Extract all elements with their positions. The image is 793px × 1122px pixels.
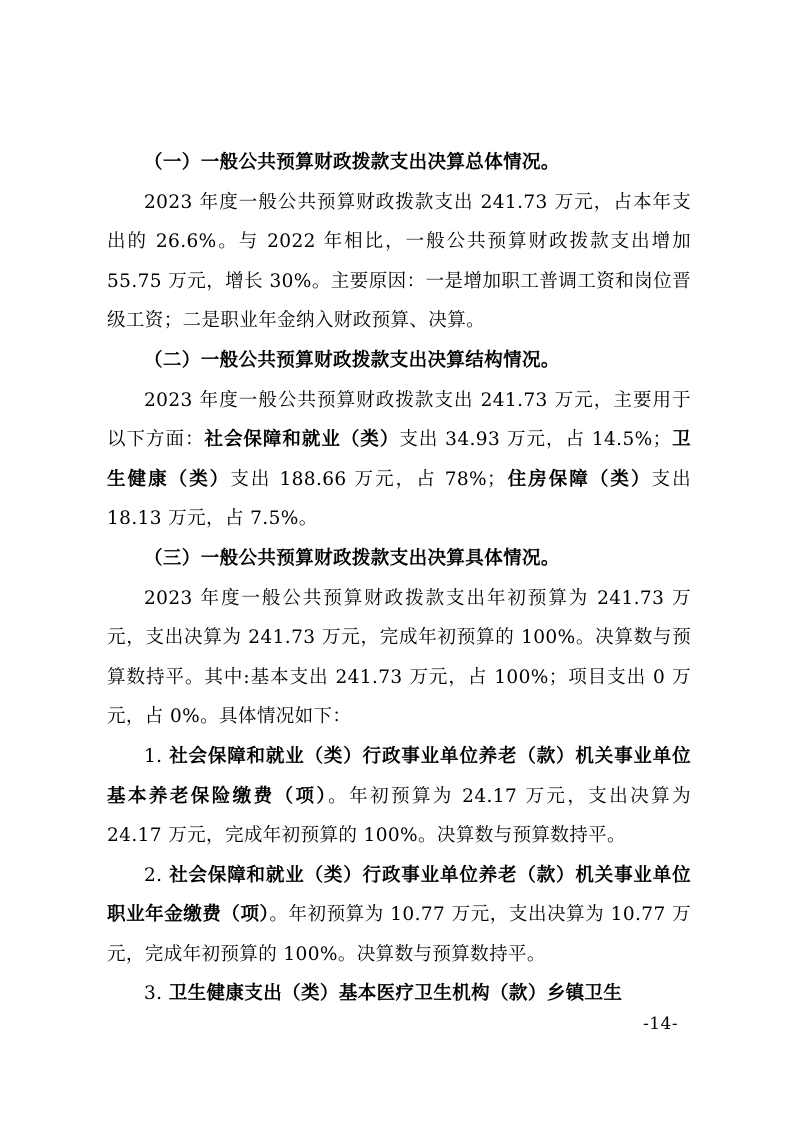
- page-number: -14-: [643, 1014, 679, 1034]
- section-heading-structure: （二）一般公共预算财政拨款支出决算结构情况。: [144, 349, 560, 371]
- detail-item-1-number: 1.: [144, 745, 170, 767]
- category-health: 卫生健康（类）: [107, 429, 692, 490]
- detail-item-2-label: 社会保障和就业（类）行政事业单位养老（款）机关事业单位职业年金缴费（项）: [107, 864, 692, 926]
- detail-item-3-number: 3.: [144, 983, 169, 1005]
- category-housing: 住房保障（类）: [505, 468, 652, 490]
- category-housing-value: 支出 18.13 万元，占 7.5%。: [107, 468, 691, 530]
- detail-item-1-label: 社会保障和就业（类）行政事业单位养老（款）机关事业单位基本养老保险缴费（项）: [107, 745, 692, 807]
- category-social-security-value: 支出 34.93 万元，占 14.5%；: [399, 429, 672, 451]
- detail-item-1: [107, 737, 691, 856]
- category-health-value: 支出 188.66 万元，占 78%；: [230, 468, 506, 490]
- detail-item-2: [107, 856, 691, 975]
- paragraph-detail: 2023 年度一般公共预算财政拨款支出年初预算为 241.73 万元，支出决算为 241.73 万元，完成年初预算的 100%。决算数与预算数持平。其中:基本支出 241.73 万元，占 100%；项目支出 0 万元，占 0%。具体情况如下：: [107, 587, 691, 728]
- detail-item-3-label: 卫生健康支出（类）基本医疗卫生机构（款）乡镇卫生: [168, 983, 623, 1005]
- detail-item-2-number: 2.: [144, 864, 170, 886]
- paragraph-structure: [107, 381, 691, 539]
- category-social-security: 社会保障和就业（类）: [204, 429, 400, 451]
- section-heading-detail: （三）一般公共预算财政拨款支出决算具体情况。: [144, 547, 560, 569]
- paragraph-overall: 2023 年度一般公共预算财政拨款支出 241.73 万元，占本年支出的 26.6%。与 2022 年相比，一般公共预算财政拨款支出增加 55.75 万元，增长 30%。主要原因：一是增加职工普调工资和岗位晋级工资；二是职业年金纳入财政预算、决算。: [107, 191, 691, 332]
- structure-intro: 2023 年度一般公共预算财政拨款支出 241.73 万元，主要用于以下方面：: [107, 389, 691, 451]
- detail-item-2-text: 。年初预算为 10.77 万元，支出决算为 10.77 万元，完成年初预算的 100%。决算数与预算数持平。: [107, 904, 691, 965]
- document-body: [107, 143, 691, 1014]
- section-heading-overall: （一）一般公共预算财政拨款支出决算总体情况。: [144, 152, 560, 173]
- detail-item-1-text: 。年初预算为 24.17 万元，支出决算为 24.17 万元，完成年初预算的 100%。决算数与预算数持平。: [107, 785, 691, 847]
- detail-item-3: [107, 974, 691, 1014]
